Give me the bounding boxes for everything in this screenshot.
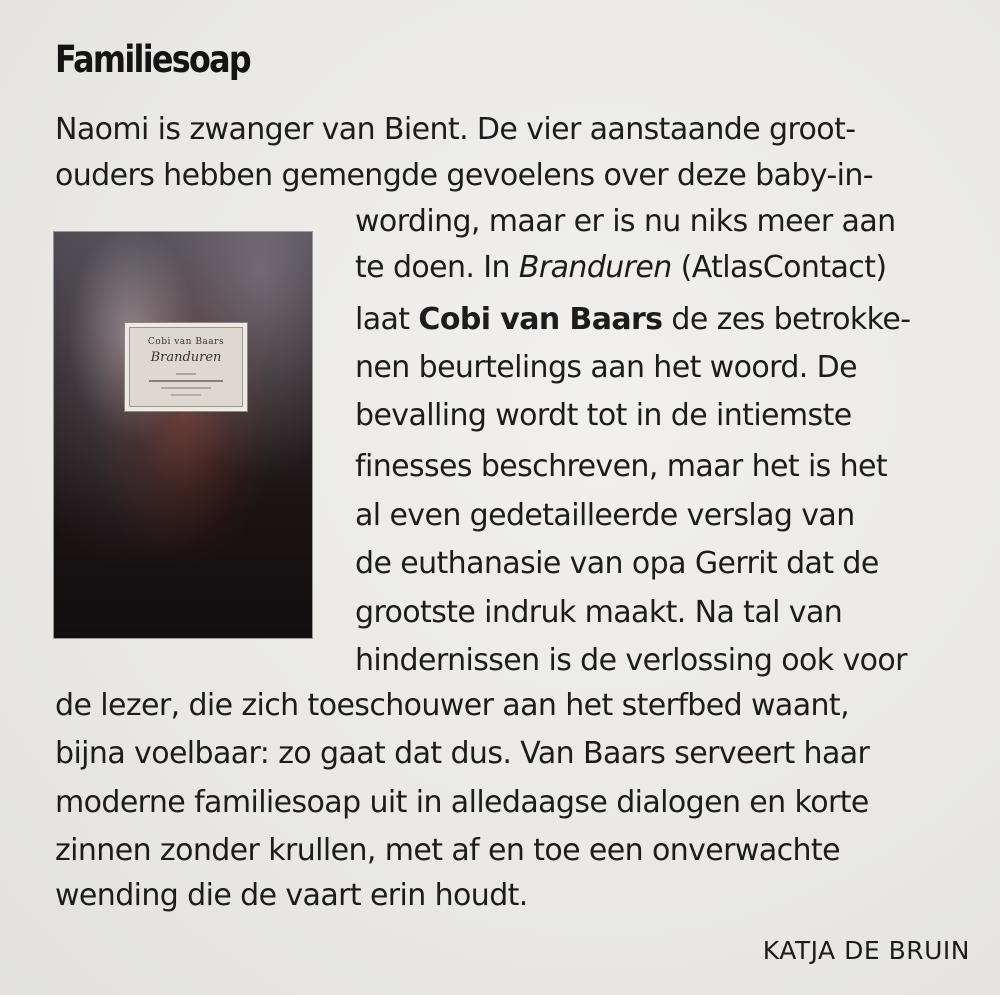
book-cover-image xyxy=(54,232,312,638)
byline: KATJA DE BRUIN xyxy=(762,936,970,965)
article-line: bevalling wordt tot in de intiemste xyxy=(355,398,852,433)
cover-title: Branduren xyxy=(150,350,222,365)
article-line: hindernissen is de verlossing ook voor xyxy=(355,643,907,678)
article-line: wording, maar er is nu niks meer aan xyxy=(355,204,896,239)
article-text: laat xyxy=(355,302,419,337)
article-line: zinnen zonder krullen, met af en toe een onverwachte xyxy=(55,833,840,868)
article-line xyxy=(355,244,886,292)
cover-subtitle-lines xyxy=(125,370,247,403)
article-line: ouders hebben gemengde gevoelens over deze baby-in- xyxy=(55,158,874,193)
book-cover-label xyxy=(124,322,248,412)
article-line xyxy=(355,296,910,344)
article-text: te doen. In xyxy=(355,250,519,285)
article-line: nen beurtelings aan het woord. De xyxy=(355,350,857,385)
article-line: de lezer, die zich toeschouwer aan het sterfbed waant, xyxy=(55,688,850,723)
article-line: wending die de vaart erin houdt. xyxy=(55,878,528,913)
article-line: de euthanasie van opa Gerrit dat de xyxy=(355,546,879,581)
book-title-mention: Branduren xyxy=(518,250,672,285)
cover-text-lines xyxy=(131,370,241,400)
article-line: grootste indruk maakt. Na tal van xyxy=(355,595,843,630)
article-line: Naomi is zwanger van Bient. De vier aanstaande groot- xyxy=(55,112,856,147)
article-line: bijna voelbaar: zo gaat dat dus. Van Baars serveert haar xyxy=(55,736,870,771)
article-headline: Familiesoap xyxy=(55,38,250,81)
article-line: moderne familiesoap uit in alledaagse dialogen en korte xyxy=(55,785,869,820)
article-line: al even gedetailleerde verslag van xyxy=(355,498,855,533)
article-text: (AtlasContact) xyxy=(671,250,887,285)
article-line: finesses beschreven, maar het is het xyxy=(355,449,888,484)
article-text: de zes betrokke- xyxy=(662,302,911,337)
cover-author: Cobi van Baars xyxy=(147,337,225,347)
author-name: Cobi van Baars xyxy=(418,302,663,337)
